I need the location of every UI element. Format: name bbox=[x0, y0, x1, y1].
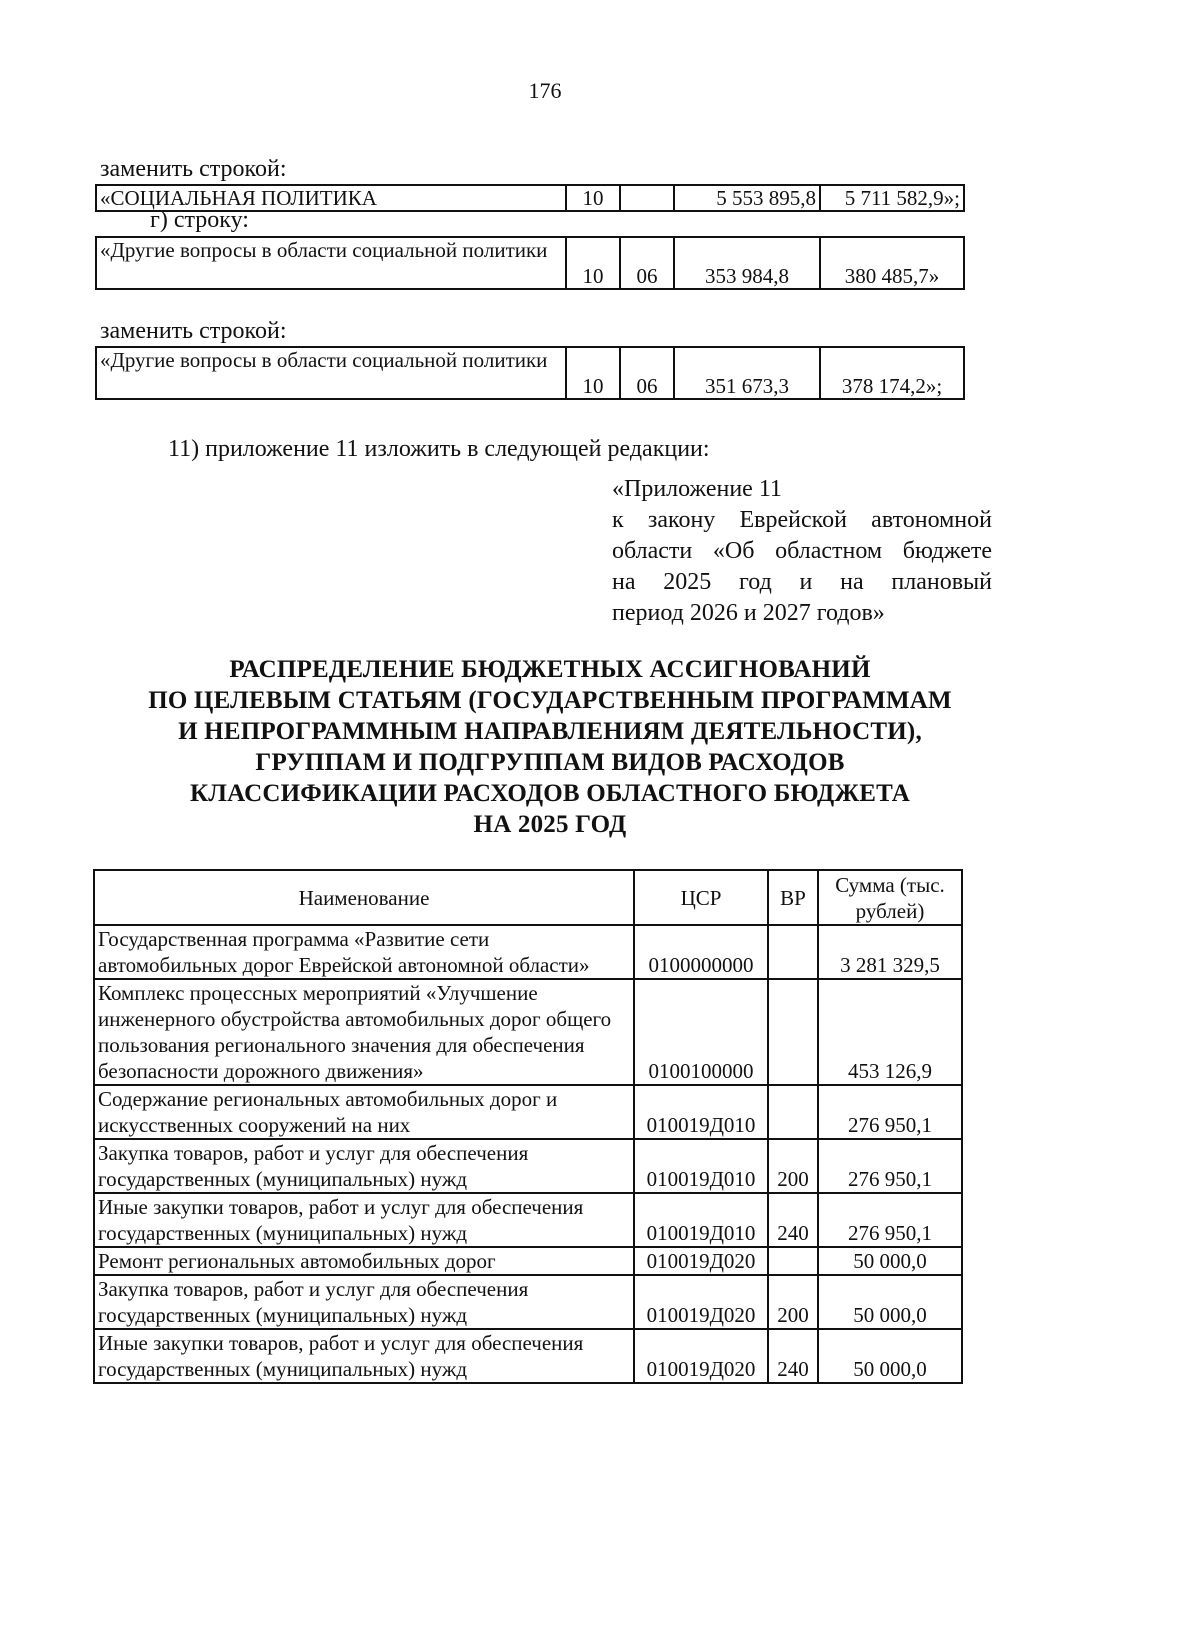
cell-vr bbox=[768, 1085, 818, 1139]
cell-csr: 010019Д010 bbox=[634, 1193, 768, 1247]
appendix-line: на 2025 год и на плановый bbox=[612, 569, 992, 595]
row-name: «Другие вопросы в области социальной политики bbox=[96, 347, 566, 399]
cell-csr: 0100000000 bbox=[634, 925, 768, 979]
cell-csr: 010019Д010 bbox=[634, 1139, 768, 1193]
row-sum-2026: 351 673,3 bbox=[674, 347, 820, 399]
cell-sum: 276 950,1 bbox=[818, 1193, 962, 1247]
cell-sum: 50 000,0 bbox=[818, 1329, 962, 1383]
row-section: 10 bbox=[566, 237, 620, 289]
amendment-table-2 bbox=[95, 236, 965, 290]
title-line: КЛАССИФИКАЦИИ РАСХОДОВ ОБЛАСТНОГО БЮДЖЕТА bbox=[189, 780, 911, 807]
table-row bbox=[96, 347, 964, 399]
cell-sum: 276 950,1 bbox=[818, 1085, 962, 1139]
header-name: Наименование bbox=[94, 870, 634, 925]
table-row bbox=[94, 925, 962, 979]
cell-vr: 240 bbox=[768, 1193, 818, 1247]
cell-csr: 0100100000 bbox=[634, 979, 768, 1085]
cell-sum: 50 000,0 bbox=[818, 1247, 962, 1275]
header-vr: ВР bbox=[768, 870, 818, 925]
title-line: ПО ЦЕЛЕВЫМ СТАТЬЯМ (ГОСУДАРСТВЕННЫМ ПРОГРАММАМ bbox=[148, 687, 952, 714]
table-row bbox=[94, 1085, 962, 1139]
cell-sum: 50 000,0 bbox=[818, 1275, 962, 1329]
budget-allocation-table bbox=[93, 869, 963, 1384]
row-sum-2027: 378 174,2»; bbox=[820, 347, 964, 399]
cell-vr bbox=[768, 979, 818, 1085]
row-section: 10 bbox=[566, 185, 620, 211]
table-row bbox=[94, 1193, 962, 1247]
cell-name: Иные закупки товаров, работ и услуг для обеспечения государственных (муниципальных) нужд bbox=[94, 1329, 634, 1383]
title-line: НА 2025 ГОД bbox=[473, 811, 627, 838]
row-section: 10 bbox=[566, 347, 620, 399]
cell-name: Закупка товаров, работ и услуг для обеспечения государственных (муниципальных) нужд bbox=[94, 1139, 634, 1193]
replace-label-2: заменить строкой: bbox=[100, 318, 287, 344]
row-name: «Другие вопросы в области социальной политики bbox=[96, 237, 566, 289]
appendix-line: период 2026 и 2027 годов» bbox=[612, 600, 885, 626]
table-header-row bbox=[94, 870, 962, 925]
cell-sum: 3 281 329,5 bbox=[818, 925, 962, 979]
appendix-line: «Приложение 11 bbox=[612, 476, 782, 502]
row-sum-2027: 380 485,7» bbox=[820, 237, 964, 289]
appendix-line: к закону Еврейской автономной bbox=[612, 507, 992, 533]
cell-vr: 200 bbox=[768, 1139, 818, 1193]
cell-name: Иные закупки товаров, работ и услуг для обеспечения государственных (муниципальных) нужд bbox=[94, 1193, 634, 1247]
table-row bbox=[94, 1139, 962, 1193]
appendix-line: области «Об областном бюджете bbox=[612, 538, 992, 564]
header-sum: Сумма (тыс. рублей) bbox=[818, 870, 962, 925]
item-11-instruction: 11) приложение 11 изложить в следующей редакции: bbox=[168, 436, 710, 462]
cell-vr: 200 bbox=[768, 1275, 818, 1329]
cell-vr bbox=[768, 1247, 818, 1275]
table-row bbox=[94, 1329, 962, 1383]
line-label-g: г) строку: bbox=[150, 207, 249, 233]
table-row bbox=[94, 979, 962, 1085]
cell-name: Ремонт региональных автомобильных дорог bbox=[94, 1247, 634, 1275]
cell-vr bbox=[768, 925, 818, 979]
cell-vr: 240 bbox=[768, 1329, 818, 1383]
replace-label-1: заменить строкой: bbox=[100, 156, 287, 182]
row-sum-2026: 353 984,8 bbox=[674, 237, 820, 289]
row-subsection bbox=[620, 185, 674, 211]
table-row bbox=[96, 237, 964, 289]
cell-name: Государственная программа «Развитие сети автомобильных дорог Еврейской автономной области» bbox=[94, 925, 634, 979]
cell-name: Содержание региональных автомобильных дорог и искусственных сооружений на них bbox=[94, 1085, 634, 1139]
cell-csr: 010019Д020 bbox=[634, 1247, 768, 1275]
header-csr: ЦСР bbox=[634, 870, 768, 925]
cell-name: Закупка товаров, работ и услуг для обеспечения государственных (муниципальных) нужд bbox=[94, 1275, 634, 1329]
row-name: «СОЦИАЛЬНАЯ ПОЛИТИКА bbox=[96, 185, 566, 211]
row-sum-2027: 5 711 582,9»; bbox=[820, 185, 964, 211]
table-row bbox=[94, 1275, 962, 1329]
title-line: РАСПРЕДЕЛЕНИЕ БЮДЖЕТНЫХ АССИГНОВАНИЙ bbox=[229, 656, 871, 683]
table-row bbox=[94, 1247, 962, 1275]
title-line: ГРУППАМ И ПОДГРУППАМ ВИДОВ РАСХОДОВ bbox=[255, 749, 845, 776]
cell-csr: 010019Д020 bbox=[634, 1329, 768, 1383]
row-subsection: 06 bbox=[620, 347, 674, 399]
page-number: 176 bbox=[528, 78, 562, 103]
cell-csr: 010019Д020 bbox=[634, 1275, 768, 1329]
row-sum-2026: 5 553 895,8 bbox=[674, 185, 820, 211]
document-title bbox=[60, 654, 1040, 840]
amendment-table-3 bbox=[95, 346, 965, 400]
appendix-caption bbox=[612, 474, 992, 629]
row-subsection: 06 bbox=[620, 237, 674, 289]
title-line: И НЕПРОГРАММНЫМ НАПРАВЛЕНИЯМ ДЕЯТЕЛЬНОСТИ), bbox=[178, 718, 922, 745]
cell-sum: 453 126,9 bbox=[818, 979, 962, 1085]
cell-name: Комплекс процессных мероприятий «Улучшение инженерного обустройства автомобильных дорог общего пользования регионального значения для обеспечения безопасности дорожного движения» bbox=[94, 979, 634, 1085]
cell-csr: 010019Д010 bbox=[634, 1085, 768, 1139]
cell-sum: 276 950,1 bbox=[818, 1139, 962, 1193]
